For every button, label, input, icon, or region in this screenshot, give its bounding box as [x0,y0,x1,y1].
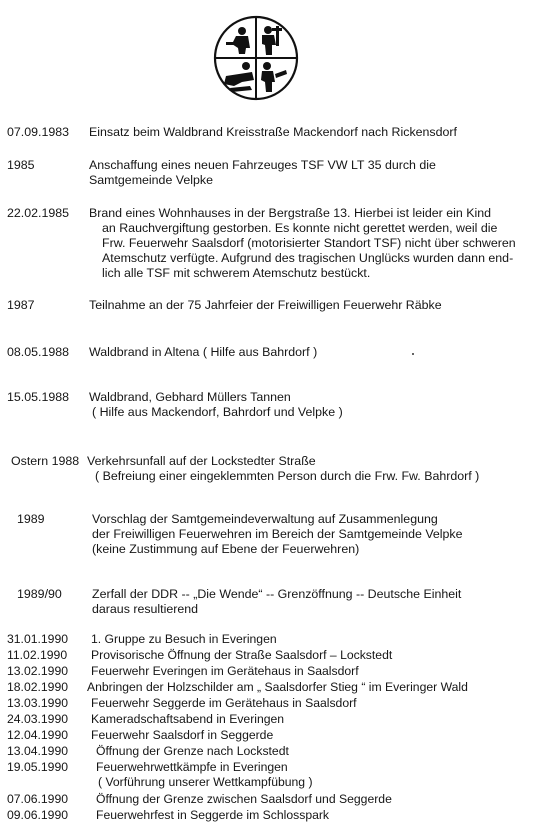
entry-line: ( Vorführung unserer Wettkampfübung ) [98,774,313,789]
entry-date: 15.05.1988 [7,390,70,404]
entry-text [92,587,461,617]
entry-text [89,298,442,313]
entry-line: Feuerwehr Saalsdorf in Seggerde [91,728,274,742]
entry-line: Anschaffung eines neuen Fahrzeuges TSF VW LT 35 durch die [89,158,436,172]
fire-brigade-emblem-icon [212,14,300,102]
entry-line: daraus resultierend [92,602,199,616]
entry-date: 18.02.1990 [7,680,68,694]
entry-date: 1989 [17,512,45,526]
entry-date: 13.03.1990 [7,696,68,710]
entry-text [89,206,516,281]
speck [412,353,414,355]
entry-text [89,345,317,360]
entry-line: an Rauchvergiftung gestorben. Es konnte nicht gerettet werden, weil die [102,221,498,235]
entry-line: Atemschutz verfügte. Aufgrund des tragischen Unglücks wurden dann end- [102,251,514,265]
entry-date: 22.02.1985 [7,206,70,220]
entry-line: Feuerwehrwettkämpfe in Everingen [96,760,288,774]
entry-text [89,158,436,188]
entry-text [91,632,277,647]
entry-line: Waldbrand, Gebhard Müllers Tannen [89,390,291,404]
entry-date: 09.06.1990 [7,808,68,822]
entry-date: Ostern 1988 [11,454,80,468]
entry-line: Feuerwehr Everingen im Gerätehaus in Saalsdorf [91,664,359,678]
entry-line: Zerfall der DDR -- „Die Wende“ -- Grenzöffnung -- Deutsche Einheit [92,587,462,601]
entry-line: Provisorische Öffnung der Straße Saalsdorf – Lockstedt [91,648,393,662]
entry-text [87,680,468,695]
entry-line: Anbringen der Holzschilder am „ Saalsdorfer Stieg “ im Everinger Wald [87,680,468,694]
entry-date: 1985 [7,158,35,172]
entry-line: der Freiwilligen Feuerwehren im Bereich der Samtgemeinde Velpke [92,527,463,541]
entry-date: 1987 [7,298,35,312]
entry-line: Vorschlag der Samtgemeindeverwaltung auf Zusammenlegung [92,512,438,526]
entry-line: Samtgemeinde Velpke [89,173,213,187]
entry-text [87,454,479,484]
entry-date: 13.02.1990 [7,664,68,678]
entry-date: 08.05.1988 [7,345,70,359]
entry-date: 24.03.1990 [7,712,68,726]
entry-text [92,512,463,557]
entry-line: ( Befreiung einer eingeklemmten Person durch die Frw. Fw. Bahrdorf ) [95,469,480,483]
entry-text [91,712,284,727]
entry-text [96,792,392,807]
entry-line: Verkehrsunfall auf der Lockstedter Straße [87,454,316,468]
entry-line: Feuerwehr Seggerde im Gerätehaus in Saalsdorf [91,696,357,710]
entry-line: Öffnung der Grenze nach Lockstedt [96,744,289,758]
entry-date: 19.05.1990 [7,760,68,774]
entry-line: Waldbrand in Altena ( Hilfe aus Bahrdorf ) [89,345,318,359]
entry-text [89,125,457,140]
entry-date: 31.01.1990 [7,632,68,646]
entry-date: 07.06.1990 [7,792,68,806]
entry-date: 1989/90 [17,587,62,601]
entry-line: 1. Gruppe zu Besuch in Everingen [91,632,277,646]
entry-line: ( Hilfe aus Mackendorf, Bahrdorf und Velpke ) [92,405,343,419]
entry-line: Feuerwehrfest in Seggerde im Schlosspark [96,808,330,822]
entry-text [91,664,359,679]
entry-text [91,728,273,743]
entry-date: 07.09.1983 [7,125,70,139]
entry-line: Öffnung der Grenze zwischen Saalsdorf und Seggerde [96,792,392,806]
entry-line: Teilnahme an der 75 Jahrfeier der Freiwilligen Feuerwehr Räbke [89,298,442,312]
entry-date: 12.04.1990 [7,728,68,742]
entry-line: Frw. Feuerwehr Saalsdorf (motorisierter Standort TSF) nicht über schweren [102,236,516,250]
entry-text [96,760,313,789]
entry-text [96,808,329,823]
entry-line: lich alle TSF mit schwerem Atemschutz bestückt. [102,266,371,280]
entry-line: (keine Zustimmung auf Ebene der Feuerwehren) [92,542,360,556]
entry-text [91,696,357,711]
entry-line: Kameradschaftsabend in Everingen [91,712,285,726]
entry-text [96,744,289,759]
entry-line: Brand eines Wohnhauses in der Bergstraße 13. Hierbei ist leider ein Kind [89,206,491,220]
entry-line: Einsatz beim Waldbrand Kreisstraße Mackendorf nach Rickensdorf [89,125,457,139]
entry-text [91,648,392,663]
entry-text [89,390,343,420]
entry-date: 13.04.1990 [7,744,68,758]
entry-date: 11.02.1990 [7,648,68,662]
